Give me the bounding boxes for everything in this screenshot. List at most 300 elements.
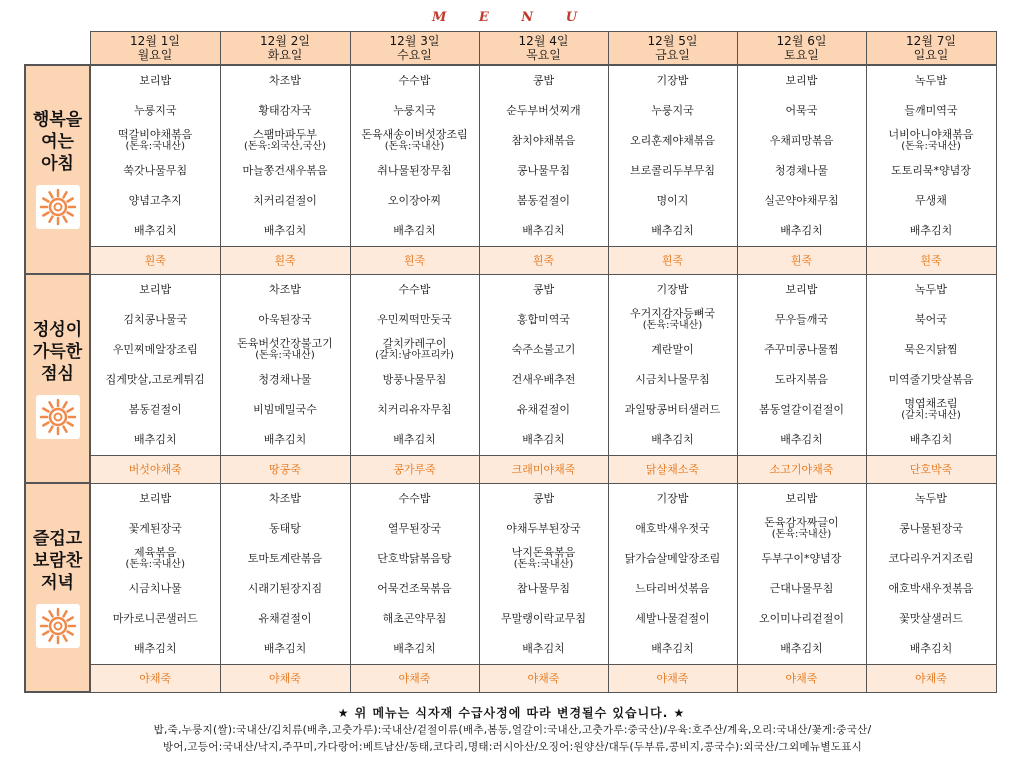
menu-item-name: 차조밥: [269, 74, 301, 87]
menu-item-name: 양념고추지: [128, 194, 182, 207]
menu-item-name: 수수밥: [398, 74, 431, 87]
menu-item: [221, 275, 350, 305]
menu-item-name: 배추김치: [133, 433, 177, 446]
menu-item-name: 배추김치: [909, 642, 953, 655]
menu-item: [867, 634, 996, 664]
meal-label-line: 점심: [41, 363, 74, 384]
menu-item-name: 세발나물겉절이: [635, 612, 710, 625]
menu-item-name: 녹두밥: [915, 492, 947, 505]
menu-item-name: 갈치카레구이: [382, 337, 447, 350]
menu-item: [91, 634, 220, 664]
porridge-cell: 단호박죽: [866, 455, 996, 483]
menu-item: [738, 544, 866, 574]
menu-item-name: 토마토계란볶음: [247, 552, 323, 565]
menu-item: [351, 156, 479, 186]
menu-item-name: 배추김치: [133, 642, 177, 655]
menu-item: [221, 156, 350, 186]
meal-label-text: [26, 528, 89, 594]
menu-items: [609, 66, 737, 246]
meal-row: [25, 483, 996, 664]
menu-item: [867, 514, 996, 544]
menu-item-name: 단호박닭볶음탕: [377, 552, 452, 565]
menu-item: [609, 574, 737, 604]
menu-item: [221, 484, 350, 514]
menu-item-name: 코다리우거지조림: [888, 552, 974, 565]
menu-cell: [866, 274, 996, 455]
menu-cell: [220, 65, 350, 247]
menu-item-name: 보리밥: [139, 74, 172, 87]
menu-item: [351, 365, 479, 395]
menu-item-name: 돈육새송이버섯장조림: [361, 128, 468, 141]
menu-item: [480, 365, 608, 395]
meal-label-line: 행복을: [32, 110, 83, 131]
menu-item-name: 콩나물무침: [516, 164, 571, 177]
menu-item-name: 콩밥: [532, 283, 555, 296]
menu-item-name: 우채피망볶음: [769, 134, 834, 147]
menu-item: [351, 66, 479, 96]
porridge-cell: 크래미야채죽: [479, 455, 608, 483]
menu-item: [351, 126, 479, 156]
menu-item: [91, 604, 220, 634]
menu-item: [351, 395, 479, 425]
menu-cell: [608, 274, 737, 455]
menu-item: [609, 395, 737, 425]
menu-item-name: 근대나물무침: [769, 582, 834, 595]
menu-cell: [608, 65, 737, 247]
menu-item: [351, 96, 479, 126]
menu-cell: [90, 274, 220, 455]
menu-item-name: 주꾸미콩나물찜: [764, 343, 839, 356]
menu-item-name: 어묵국: [785, 104, 818, 117]
porridge-cell: 흰죽: [608, 246, 737, 274]
menu-item: [738, 574, 866, 604]
menu-item-name: 들깨미역국: [904, 104, 958, 117]
menu-item-name: 우민찌메알장조림: [112, 343, 198, 356]
menu-item-name: 무생채: [915, 194, 947, 207]
menu-item: [91, 156, 220, 186]
menu-item-name: 콩밥: [532, 74, 555, 87]
menu-item: [738, 96, 866, 126]
menu-item-name: 배추김치: [263, 642, 307, 655]
menu-item-name: 수수밥: [398, 283, 431, 296]
menu-item-name: 애호박새우젓볶음: [888, 582, 974, 595]
menu-item: [91, 484, 220, 514]
menu-item: [221, 634, 350, 664]
menu-item-name: 마늘쫑건새우볶음: [242, 164, 328, 177]
porridge-cell: 야채죽: [220, 664, 350, 692]
menu-item-origin: (돈육:국내산): [125, 141, 185, 152]
menu-item-name: 보리밥: [785, 74, 818, 87]
menu-item-name: 명엽채조림: [904, 397, 958, 410]
menu-item: [480, 96, 608, 126]
porridge-cell: 야채죽: [608, 664, 737, 692]
menu-item: [91, 395, 220, 425]
menu-item-name: 열무된장국: [387, 522, 442, 535]
menu-item: [867, 216, 996, 246]
menu-item: [91, 425, 220, 455]
meal-badge: [36, 604, 80, 648]
menu-item-name: 차조밥: [269, 492, 301, 505]
menu-item-name: 떡갈비야채볶음: [118, 128, 193, 141]
menu-item-name: 보리밥: [785, 283, 818, 296]
menu-item-origin: (돈육:국내산): [255, 350, 315, 361]
meal-label-line: 저녁: [41, 572, 74, 593]
porridge-cell: 야채죽: [90, 664, 220, 692]
menu-item: [351, 544, 479, 574]
menu-item: [351, 335, 479, 365]
menu-item: [91, 514, 220, 544]
menu-item-name: 배추김치: [522, 433, 565, 446]
porridge-row: [25, 246, 996, 274]
menu-item-name: 배추김치: [909, 433, 953, 446]
menu-item-name: 배추김치: [522, 224, 565, 237]
menu-item: [867, 604, 996, 634]
menu-item: [480, 275, 608, 305]
menu-item-name: 시금치나물: [128, 582, 182, 595]
menu-item: [609, 335, 737, 365]
meal-label-line: 보람찬: [32, 550, 83, 571]
menu-item-name: 방풍나물무침: [382, 373, 447, 386]
menu-items: [91, 484, 220, 664]
menu-item: [609, 604, 737, 634]
menu-item: [351, 604, 479, 634]
day-header: [479, 32, 608, 65]
menu-items: [91, 66, 220, 246]
menu-item-name: 차조밥: [269, 283, 301, 296]
menu-item: [738, 425, 866, 455]
menu-item: [867, 126, 996, 156]
menu-item-name: 북어국: [915, 313, 947, 326]
menu-item-name: 브로콜리두부무침: [629, 164, 715, 177]
menu-item-name: 누룽지국: [651, 104, 694, 117]
weekly-menu-table: [24, 31, 997, 693]
menu-item-name: 김치콩나물국: [123, 313, 188, 326]
menu-item-name: 과일땅콩버터샐러드: [624, 403, 721, 416]
porridge-cell: 흰죽: [866, 246, 996, 274]
menu-item: [609, 514, 737, 544]
menu-item-name: 배추김치: [651, 224, 694, 237]
menu-item: [221, 335, 350, 365]
day-weekday: 일요일: [913, 47, 949, 62]
porridge-cell: 흰죽: [737, 246, 866, 274]
menu-item: [738, 514, 866, 544]
menu-cell: [90, 65, 220, 247]
menu-item: [867, 365, 996, 395]
menu-item-name: 숙주소불고기: [511, 343, 576, 356]
menu-items: [609, 275, 737, 455]
menu-item: [867, 96, 996, 126]
menu-item: [221, 216, 350, 246]
menu-item: [221, 544, 350, 574]
porridge-cell: 야채죽: [479, 664, 608, 692]
menu-items: [480, 275, 608, 455]
menu-item-name: 기장밥: [656, 74, 689, 87]
menu-item-name: 우거지감자등뼈국: [629, 307, 715, 320]
meal-label: [25, 483, 90, 692]
menu-item: [867, 186, 996, 216]
menu-item: [609, 96, 737, 126]
menu-items: [221, 484, 350, 664]
menu-items: [480, 66, 608, 246]
porridge-cell: 버섯야채죽: [90, 455, 220, 483]
menu-item: [351, 484, 479, 514]
menu-item: [221, 66, 350, 96]
menu-item: [609, 484, 737, 514]
meal-badge: [36, 185, 80, 229]
menu-item-name: 제육볶음: [133, 546, 177, 559]
menu-item-name: 유채겉절이: [516, 403, 571, 416]
menu-cell: [866, 483, 996, 664]
menu-item-name: 배추김치: [393, 433, 436, 446]
menu-item: [480, 425, 608, 455]
menu-item-name: 꽃게된장국: [128, 522, 182, 535]
porridge-cell: 닭살채소죽: [608, 455, 737, 483]
menu-cell: [737, 274, 866, 455]
menu-item: [351, 186, 479, 216]
menu-item-name: 황태감자국: [258, 104, 312, 117]
menu-item: [221, 96, 350, 126]
menu-item: [867, 425, 996, 455]
menu-item: [351, 425, 479, 455]
day-weekday: 토요일: [784, 47, 819, 62]
menu-cell: [479, 65, 608, 247]
menu-item-name: 배추김치: [780, 642, 823, 655]
menu-item: [221, 604, 350, 634]
menu-item-name: 건새우배추전: [511, 373, 576, 386]
menu-item: [609, 126, 737, 156]
menu-item: [738, 156, 866, 186]
menu-item-name: 실곤약야채무침: [764, 194, 839, 207]
menu-item-origin: (돈육:국내산): [513, 559, 574, 570]
day-header: [220, 32, 350, 65]
menu-item: [221, 305, 350, 335]
menu-item: [91, 365, 220, 395]
menu-item-name: 배추김치: [522, 642, 565, 655]
menu-item: [351, 514, 479, 544]
menu-cell: [608, 483, 737, 664]
menu-item: [480, 634, 608, 664]
day-weekday: 금요일: [655, 47, 690, 62]
menu-item-name: 어묵건조묵볶음: [377, 582, 452, 595]
menu-item-name: 배추김치: [651, 433, 694, 446]
menu-item: [738, 604, 866, 634]
meal-row: [25, 274, 996, 455]
menu-item-name: 콩밥: [532, 492, 555, 505]
menu-item: [609, 156, 737, 186]
menu-item: [609, 216, 737, 246]
menu-item: [91, 66, 220, 96]
menu-cell: [350, 274, 479, 455]
menu-item-name: 낙지돈육볶음: [511, 546, 576, 559]
menu-item-name: 돈육버섯간장불고기: [237, 337, 333, 350]
menu-item: [738, 634, 866, 664]
menu-item-name: 묵은지닭찜: [904, 343, 958, 356]
menu-item-name: 느타리버섯볶음: [635, 582, 710, 595]
menu-item-name: 배추김치: [393, 642, 436, 655]
menu-cell: [350, 483, 479, 664]
menu-item: [221, 395, 350, 425]
menu-item-name: 우민찌떡만둣국: [377, 313, 452, 326]
menu-items: [738, 275, 866, 455]
meal-label-line: 여는: [41, 132, 74, 153]
day-header: [737, 32, 866, 65]
meal-label-text: [26, 319, 89, 385]
menu-item-name: 돈육감자짜글이: [764, 516, 839, 529]
menu-item-name: 야채두부된장국: [506, 522, 581, 535]
menu-item: [480, 335, 608, 365]
menu-item: [609, 425, 737, 455]
menu-item-name: 녹두밥: [915, 283, 947, 296]
meal-label-line: 정성이: [32, 319, 83, 340]
day-header: [866, 32, 996, 65]
menu-item: [91, 335, 220, 365]
menu-item-name: 배추김치: [263, 433, 307, 446]
menu-item: [221, 514, 350, 544]
menu-item-name: 홍합미역국: [516, 313, 571, 326]
menu-item-name: 누룽지국: [133, 104, 177, 117]
porridge-cell: 흰죽: [220, 246, 350, 274]
day-header: [608, 32, 737, 65]
menu-item-name: 닭가슴살메알장조림: [624, 552, 721, 565]
menu-item: [738, 365, 866, 395]
menu-item-origin: (돈육:국내산): [642, 320, 703, 331]
day-weekday: 목요일: [526, 47, 561, 62]
menu-item: [738, 216, 866, 246]
menu-item-name: 해초곤약무침: [382, 612, 447, 625]
menu-items: [351, 484, 479, 664]
menu-item: [351, 574, 479, 604]
menu-item-name: 꽃맛살샐러드: [899, 612, 963, 625]
menu-item-name: 두부구이*양념장: [761, 552, 842, 565]
day-date: 12월 5일: [647, 33, 698, 48]
menu-item: [867, 66, 996, 96]
menu-items: [609, 484, 737, 664]
menu-item-origin: (돈육:국내산): [901, 141, 961, 152]
day-date: 12월 2일: [260, 33, 310, 48]
menu-items: [221, 66, 350, 246]
porridge-cell: 흰죽: [90, 246, 220, 274]
menu-cell: [479, 483, 608, 664]
menu-item: [91, 216, 220, 246]
menu-item: [351, 634, 479, 664]
menu-item: [738, 186, 866, 216]
day-header: [90, 32, 220, 65]
menu-cell: [737, 483, 866, 664]
menu-item: [351, 216, 479, 246]
day-weekday: 수요일: [397, 47, 432, 62]
table-corner: [25, 32, 90, 65]
menu-item-origin: (돈육:국내산): [771, 529, 832, 540]
menu-item-name: 치커리겉절이: [253, 194, 317, 207]
menu-items: [867, 66, 996, 246]
menu-item: [91, 186, 220, 216]
menu-item-name: 보리밥: [785, 492, 818, 505]
menu-item: [738, 484, 866, 514]
menu-item: [351, 305, 479, 335]
menu-item-name: 녹두밥: [915, 74, 947, 87]
menu-item-name: 봄동겉절이: [516, 194, 571, 207]
sun-icon: [38, 397, 78, 437]
menu-item-name: 봄동겉절이: [128, 403, 182, 416]
porridge-cell: 야채죽: [866, 664, 996, 692]
menu-item: [91, 305, 220, 335]
menu-item: [480, 305, 608, 335]
meal-label-line: 아침: [41, 154, 74, 175]
menu-item: [91, 126, 220, 156]
menu-cell: [90, 483, 220, 664]
menu-item-name: 봄동얼갈이겉절이: [758, 403, 844, 416]
porridge-cell: 야채죽: [350, 664, 479, 692]
menu-item-name: 보리밥: [139, 492, 172, 505]
menu-item: [221, 365, 350, 395]
menu-item: [867, 275, 996, 305]
meal-label: [25, 274, 90, 483]
day-header: [350, 32, 479, 65]
menu-item: [609, 66, 737, 96]
menu-items: [351, 275, 479, 455]
menu-item-name: 계란말이: [651, 343, 694, 356]
menu-item-origin: (돈육:외국산,국산): [244, 141, 326, 152]
menu-items: [867, 484, 996, 664]
meal-label: [25, 65, 90, 275]
menu-item: [738, 275, 866, 305]
menu-items: [221, 275, 350, 455]
menu-item-name: 보리밥: [139, 283, 172, 296]
menu-item: [91, 544, 220, 574]
menu-item: [91, 275, 220, 305]
menu-item: [91, 574, 220, 604]
menu-item: [738, 335, 866, 365]
menu-item: [480, 126, 608, 156]
meal-label-text: [26, 109, 89, 175]
menu-cell: [866, 65, 996, 247]
day-date: 12월 6일: [776, 33, 827, 48]
menu-item-name: 오리훈제야채볶음: [629, 134, 715, 147]
menu-cell: [737, 65, 866, 247]
menu-item: [738, 66, 866, 96]
menu-item: [738, 395, 866, 425]
origin-line: 밥,죽,누룽지(쌀):국내산/김치류(배추,고춧가루):국내산/겉절이류(배추,봄동,얼갈이:국내산,고춧가루:중국산)/우육:호주산/계육,오리:국내산/꽃게:중국산/: [153, 724, 872, 736]
menu-items: [480, 484, 608, 664]
menu-item: [738, 126, 866, 156]
meal-label-line: 즐겁고: [32, 528, 83, 549]
meal-badge: [36, 395, 80, 439]
menu-item-name: 배추김치: [393, 224, 436, 237]
menu-item-name: 비빔메밀국수: [253, 403, 317, 416]
menu-cell: [479, 274, 608, 455]
menu-item: [480, 484, 608, 514]
day-date: 12월 3일: [389, 33, 440, 48]
menu-items: [91, 275, 220, 455]
menu-item-name: 집게맛살,고로케튀김: [105, 373, 205, 386]
day-date: 12월 4일: [518, 33, 569, 48]
porridge-cell: 흰죽: [350, 246, 479, 274]
menu-item-name: 취나물된장무침: [377, 164, 452, 177]
menu-item: [480, 544, 608, 574]
porridge-cell: 콩가루죽: [350, 455, 479, 483]
menu-item-name: 아욱된장국: [258, 313, 312, 326]
menu-item-name: 배추김치: [263, 224, 307, 237]
menu-item-name: 도토리묵*양념장: [891, 164, 971, 177]
sun-icon: [38, 606, 78, 646]
menu-item: [609, 365, 737, 395]
menu-item: [480, 574, 608, 604]
menu-item-name: 배추김치: [133, 224, 177, 237]
porridge-cell: 흰죽: [479, 246, 608, 274]
origin-info: [40, 722, 985, 756]
menu-item: [867, 305, 996, 335]
menu-item: [480, 156, 608, 186]
